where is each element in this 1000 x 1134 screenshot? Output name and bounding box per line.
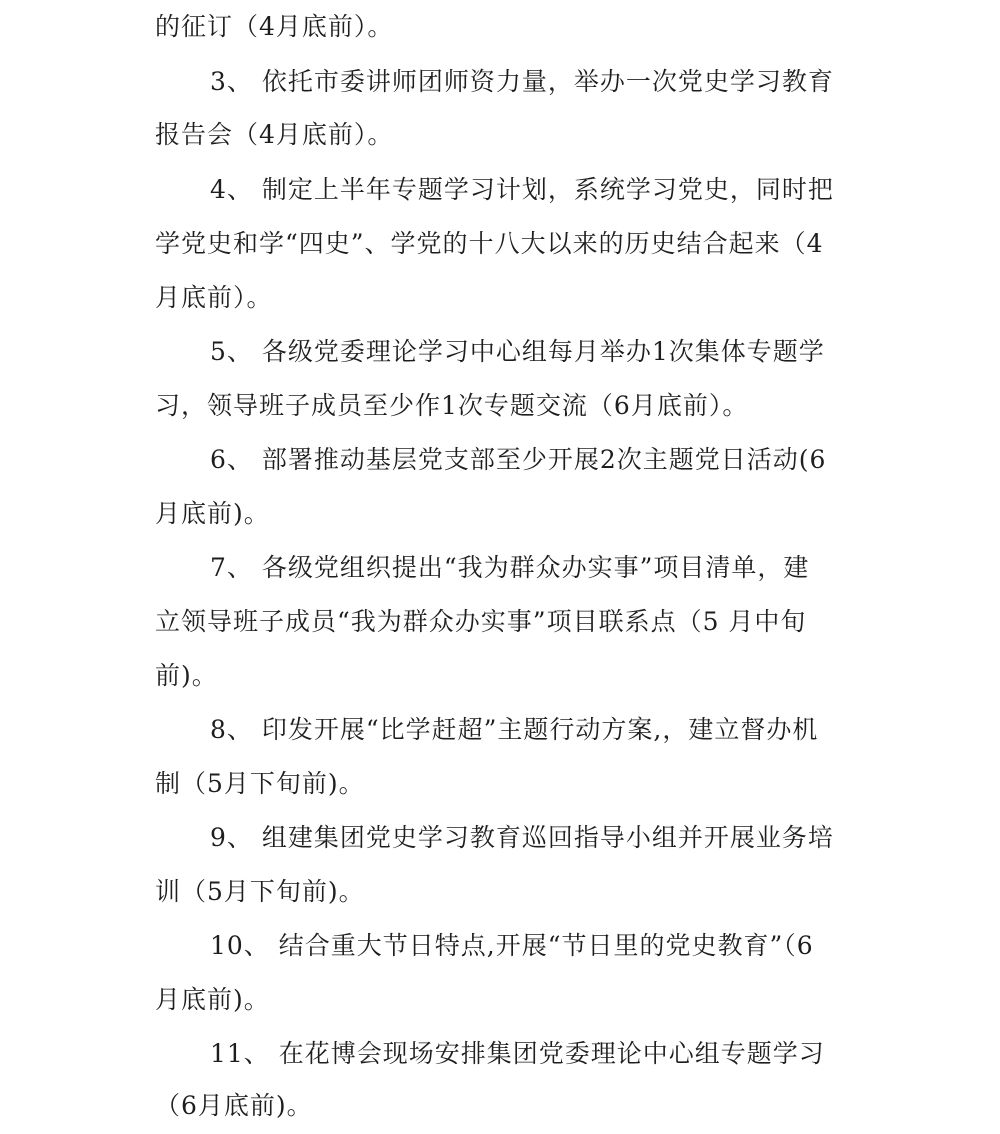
text-line: 的征订（4月底前）。 xyxy=(155,12,394,41)
text-line: 立领导班子成员“我为群众办实事”项目联系点（5 月中旬 xyxy=(155,607,807,636)
text-line: 10、 结合重大节日特点,开展“节日里的党史教育”（6 xyxy=(210,931,814,960)
text-line: 4、 制定上半年专题学习计划，系统学习党史，同时把 xyxy=(210,175,834,204)
text-line: 6、 部署推动基层党支部至少开展2次主题党日活动(6 xyxy=(210,445,827,474)
text-line: 习，领导班子成员至少作1次专题交流（6月底前）。 xyxy=(155,391,749,420)
text-line: 7、 各级党组织提出“我为群众办实事”项目清单，建 xyxy=(210,553,810,582)
text-line: 月底前）。 xyxy=(155,283,273,312)
text-line: 制（5月下旬前)。 xyxy=(155,769,365,798)
text-line: 月底前)。 xyxy=(155,985,270,1014)
text-line: 报告会（4月底前）。 xyxy=(155,120,394,149)
text-line: 前)。 xyxy=(155,661,218,690)
text-line: 11、 在花博会现场安排集团党委理论中心组专题学习 xyxy=(210,1039,825,1068)
text-line: 月底前)。 xyxy=(155,499,270,528)
text-line: 学党史和学“四史”、学党的十八大以来的历史结合起来（4 xyxy=(155,229,824,258)
text-line: 3、 依托市委讲师团师资力量，举办一次党史学习教育 xyxy=(210,67,834,96)
text-line: 8、 印发开展“比学赶超”主题行动方案,，建立督办机 xyxy=(210,715,819,744)
text-line: 5、 各级党委理论学习中心组每月举办1次集体专题学 xyxy=(210,337,825,366)
text-line: 训（5月下旬前)。 xyxy=(155,877,365,906)
text-line: （6月底前)。 xyxy=(155,1091,313,1120)
text-line: 9、 组建集团党史学习教育巡回指导小组并开展业务培 xyxy=(210,823,834,852)
